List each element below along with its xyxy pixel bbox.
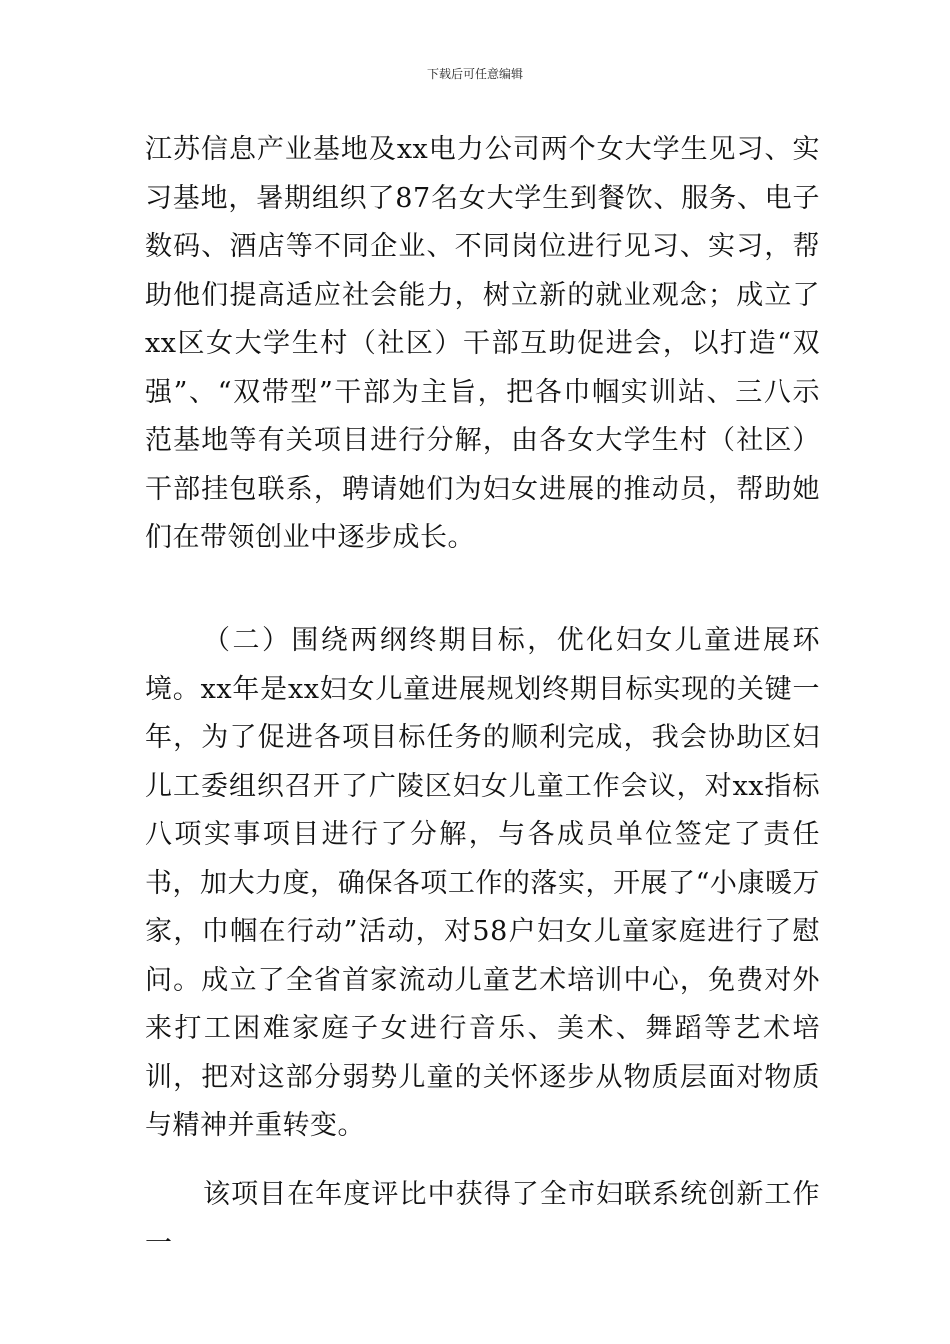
header-note: 下载后可任意编辑	[426, 67, 523, 81]
body-paragraph: 该项目在年度评比中获得了全市妇联系统创新工作一	[145, 1179, 820, 1259]
body-paragraph: （二）围绕两纲终期目标，优化妇女儿童进展环境。xx年是xx妇女儿童进展规划终期目标实现的关键一年，为了促进各项目标任务的顺利完成，我会协助区妇儿工委组织召开了广陵区妇女儿童工作会议，对xx指标八项实事项目进行了分解，与各成员单位签定了责任书，加大力度，确保各项工作的落实，开展了“小康暖万家，巾帼在行动”活动，对58户妇女儿童家庭进行了慰问。成立了全省首家流动儿童艺术培训中心，免费对外来打工困难家庭子女进行音乐、美术、舞蹈等艺术培训，把对这部分弱势儿童的关怀逐步从物质层面对物质与精神并重转变。	[145, 625, 820, 1141]
body-paragraph: 江苏信息产业基地及xx电力公司两个女大学生见习、实习基地，暑期组织了87名女大学生到餐饮、服务、电子数码、酒店等不同企业、不同岗位进行见习、实习，帮助他们提高适应社会能力，树立新的就业观念；成立了xx区女大学生村（社区）干部互助促进会，以打造“双强”、“双带型”干部为主旨，把各巾帼实训站、三八示范基地等有关项目进行分解，由各女大学生村（社区）干部挂包联系，聘请她们为妇女进展的推动员，帮助她们在带领创业中逐步成长。	[145, 134, 820, 553]
